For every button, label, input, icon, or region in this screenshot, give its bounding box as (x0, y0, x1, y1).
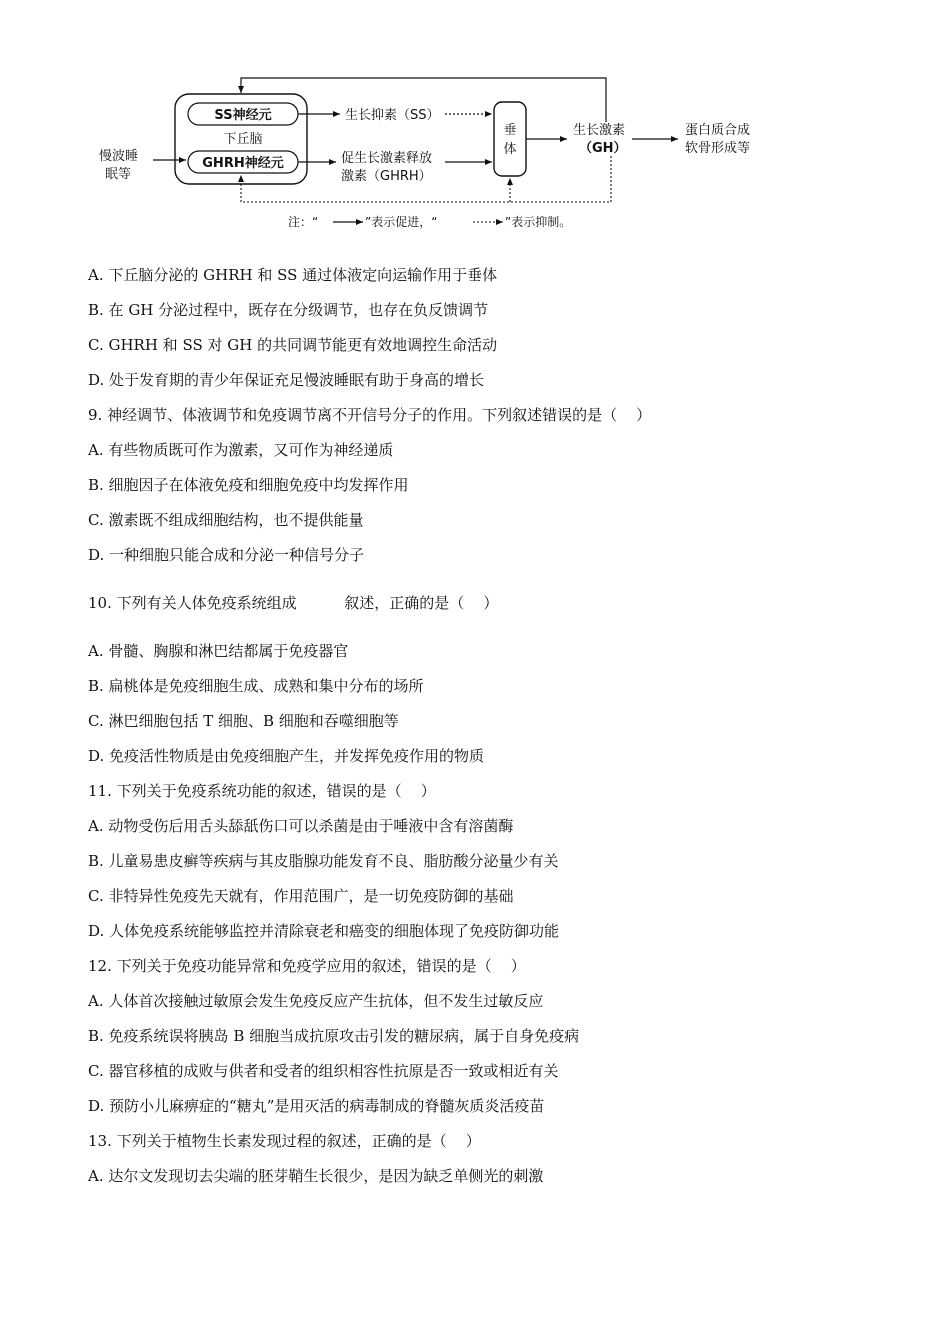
gh-label-2: （GH） (579, 141, 627, 156)
hormone-regulation-diagram (95, 74, 775, 234)
ghrh-hormone-label-2: 激素（GHRH） (341, 169, 432, 184)
pituitary-label-1: 垂 (503, 123, 517, 138)
q10-stem: 10. 下列有关人体免疫系统组成 叙述，正确的是（ ） (88, 594, 499, 612)
effect-label-2: 软骨形成等 (685, 141, 751, 156)
q8-option-d: D. 处于发育期的青少年保证充足慢波睡眠有助于身高的增长 (88, 371, 485, 389)
q11-option-c: C. 非特异性免疫先天就有，作用范围广，是一切免疫防御的基础 (88, 887, 514, 905)
sleep-label-1: 慢波睡 (99, 149, 139, 164)
q13-option-a: A. 达尔文发现切去尖端的胚芽鞘生长很少，是因为缺乏单侧光的刺激 (88, 1167, 544, 1185)
note-prefix: 注：“ (288, 215, 319, 229)
q8-option-a: A. 下丘脑分泌的 GHRH 和 SS 通过体液定向运输作用于垂体 (88, 266, 498, 284)
effect-label-1: 蛋白质合成 (685, 123, 751, 138)
note-suffix: ”表示抑制。 (505, 215, 572, 229)
q10-option-a: A. 骨髓、胸腺和淋巴结都属于免疫器官 (88, 642, 349, 660)
note-mid: ”表示促进，“ (365, 215, 438, 229)
q11-option-a: A. 动物受伤后用舌头舔舐伤口可以杀菌是由于唾液中含有溶菌酶 (88, 817, 514, 835)
pituitary-label-2: 体 (503, 142, 517, 157)
q10-option-d: D. 免疫活性物质是由免疫细胞产生，并发挥免疫作用的物质 (88, 747, 485, 765)
sleep-label-2: 眠等 (105, 167, 132, 182)
q11-option-b: B. 儿童易患皮癣等疾病与其皮脂腺功能发育不良、脂肪酸分泌量少有关 (88, 852, 559, 870)
q12-option-d: D. 预防小儿麻痹症的“糖丸”是用灭活的病毒制成的脊髓灰质炎活疫苗 (88, 1097, 545, 1115)
ghrh-hormone-label-1: 促生长激素释放 (341, 151, 433, 166)
q9-option-d: D. 一种细胞只能合成和分泌一种信号分子 (88, 546, 365, 564)
q12-option-a: A. 人体首次接触过敏原会发生免疫反应产生抗体，但不发生过敏反应 (88, 992, 544, 1010)
q9-option-b: B. 细胞因子在体液免疫和细胞免疫中均发挥作用 (88, 476, 409, 494)
q8-option-c: C. GHRH 和 SS 对 GH 的共同调节能更有效地调控生命活动 (88, 336, 498, 354)
gh-label-1: 生长激素 (573, 123, 626, 138)
q8-option-b: B. 在 GH 分泌过程中，既存在分级调节，也存在负反馈调节 (88, 301, 489, 319)
q10-option-b: B. 扁桃体是免疫细胞生成、成熟和集中分布的场所 (88, 677, 424, 695)
q10-option-c: C. 淋巴细胞包括 T 细胞、B 细胞和吞噬细胞等 (88, 712, 399, 730)
q11-option-d: D. 人体免疫系统能够监控并清除衰老和癌变的细胞体现了免疫防御功能 (88, 922, 560, 940)
hypothalamus-label: 下丘脑 (223, 132, 263, 147)
q9-stem: 9. 神经调节、体液调节和免疫调节离不开信号分子的作用。下列叙述错误的是（ ） (88, 406, 652, 424)
q12-stem: 12. 下列关于免疫功能异常和免疫学应用的叙述，错误的是（ ） (88, 957, 526, 975)
q11-stem: 11. 下列关于免疫系统功能的叙述，错误的是（ ） (88, 782, 436, 800)
q9-option-a: A. 有些物质既可作为激素，又可作为神经递质 (88, 441, 394, 459)
ss-hormone-label: 生长抑素（SS） (345, 108, 440, 123)
q12-option-b: B. 免疫系统误将胰岛 B 细胞当成抗原攻击引发的糖尿病，属于自身免疫病 (88, 1027, 580, 1045)
q9-option-c: C. 激素既不组成细胞结构，也不提供能量 (88, 511, 364, 529)
ss-neuron-label: SS神经元 (214, 108, 272, 123)
q12-option-c: C. 器官移植的成败与供者和受者的组织相容性抗原是否一致或相近有关 (88, 1062, 559, 1080)
ghrh-neuron-label: GHRH神经元 (202, 156, 284, 171)
pituitary-box (494, 102, 526, 176)
q13-stem: 13. 下列关于植物生长素发现过程的叙述，正确的是（ ） (88, 1132, 481, 1150)
